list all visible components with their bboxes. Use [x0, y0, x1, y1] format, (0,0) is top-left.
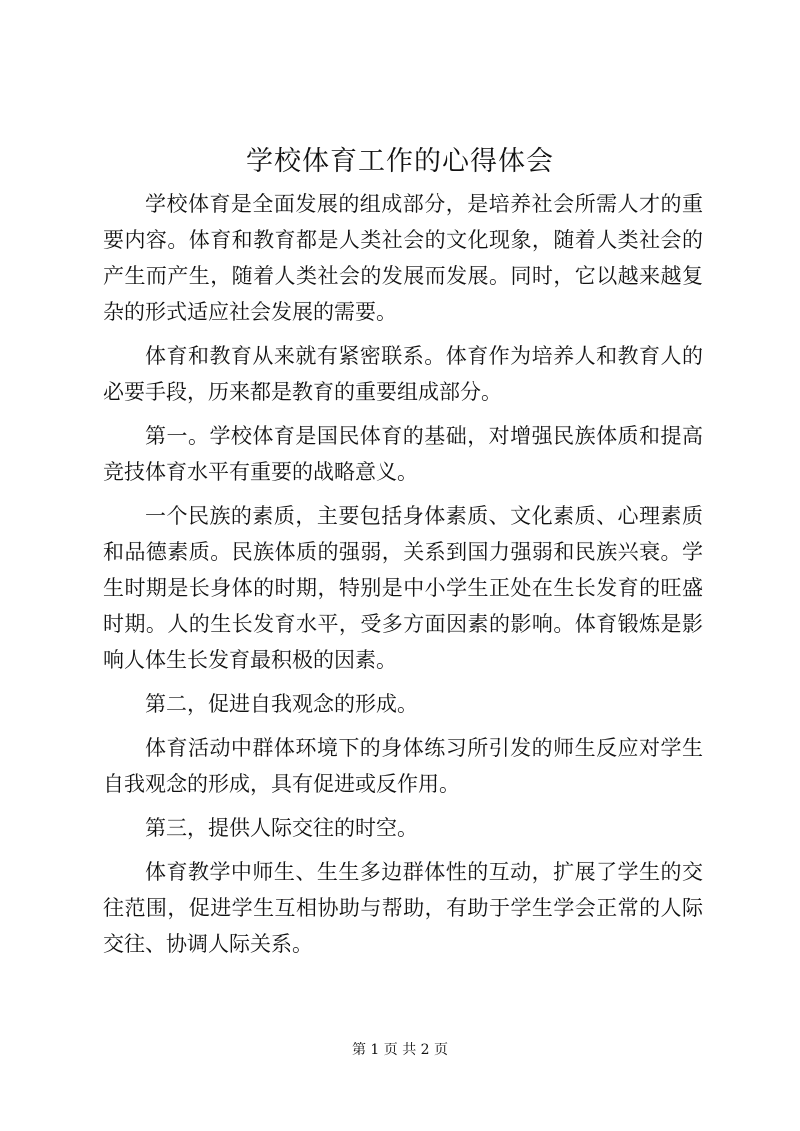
- paragraph-intro: 学校体育是全面发展的组成部分，是培养社会所需人才的重要内容。体育和教育都是人类社会的文化现象，随着人类社会的产生而产生，随着人类社会的发展而发展。同时，它以越来越复杂的形式适应社会发展的需要。: [103, 192, 703, 324]
- paragraph-national-quality: 一个民族的素质，主要包括身体素质、文化素质、心理素质和品德素质。民族体质的强弱，关系到国力强弱和民族兴衰。学生时期是长身体的时期，特别是中小学生正处在生长发育的旺盛时期。人的生长发育水平，受多方面因素的影响。体育锻炼是影响人体生长发育最积极的因素。: [103, 504, 703, 672]
- paragraph-point-two: 第二，促进自我观念的形成。: [145, 692, 418, 716]
- paragraph-point-one: 第一。学校体育是国民体育的基础，对增强民族体质和提高竞技体育水平有重要的战略意义。: [103, 424, 703, 484]
- paragraph-interaction: 体育教学中师生、生生多边群体性的互动，扩展了学生的交往范围，促进学生互相协助与帮助，有助于学生学会正常的人际交往、协调人际关系。: [103, 860, 703, 956]
- paragraph-point-three: 第三，提供人际交往的时空。: [145, 816, 418, 840]
- paragraph-relation: 体育和教育从来就有紧密联系。体育作为培养人和教育人的必要手段，历来都是教育的重要组成部分。: [103, 344, 703, 404]
- page-number-footer: 第 1 页 共 2 页: [351, 1042, 449, 1058]
- document-body: [103, 186, 703, 970]
- paragraph-self-concept: 体育活动中群体环境下的身体练习所引发的师生反应对学生自我观念的形成，具有促进或反作用。: [103, 736, 703, 796]
- document-title: 学校体育工作的心得体会: [246, 146, 554, 177]
